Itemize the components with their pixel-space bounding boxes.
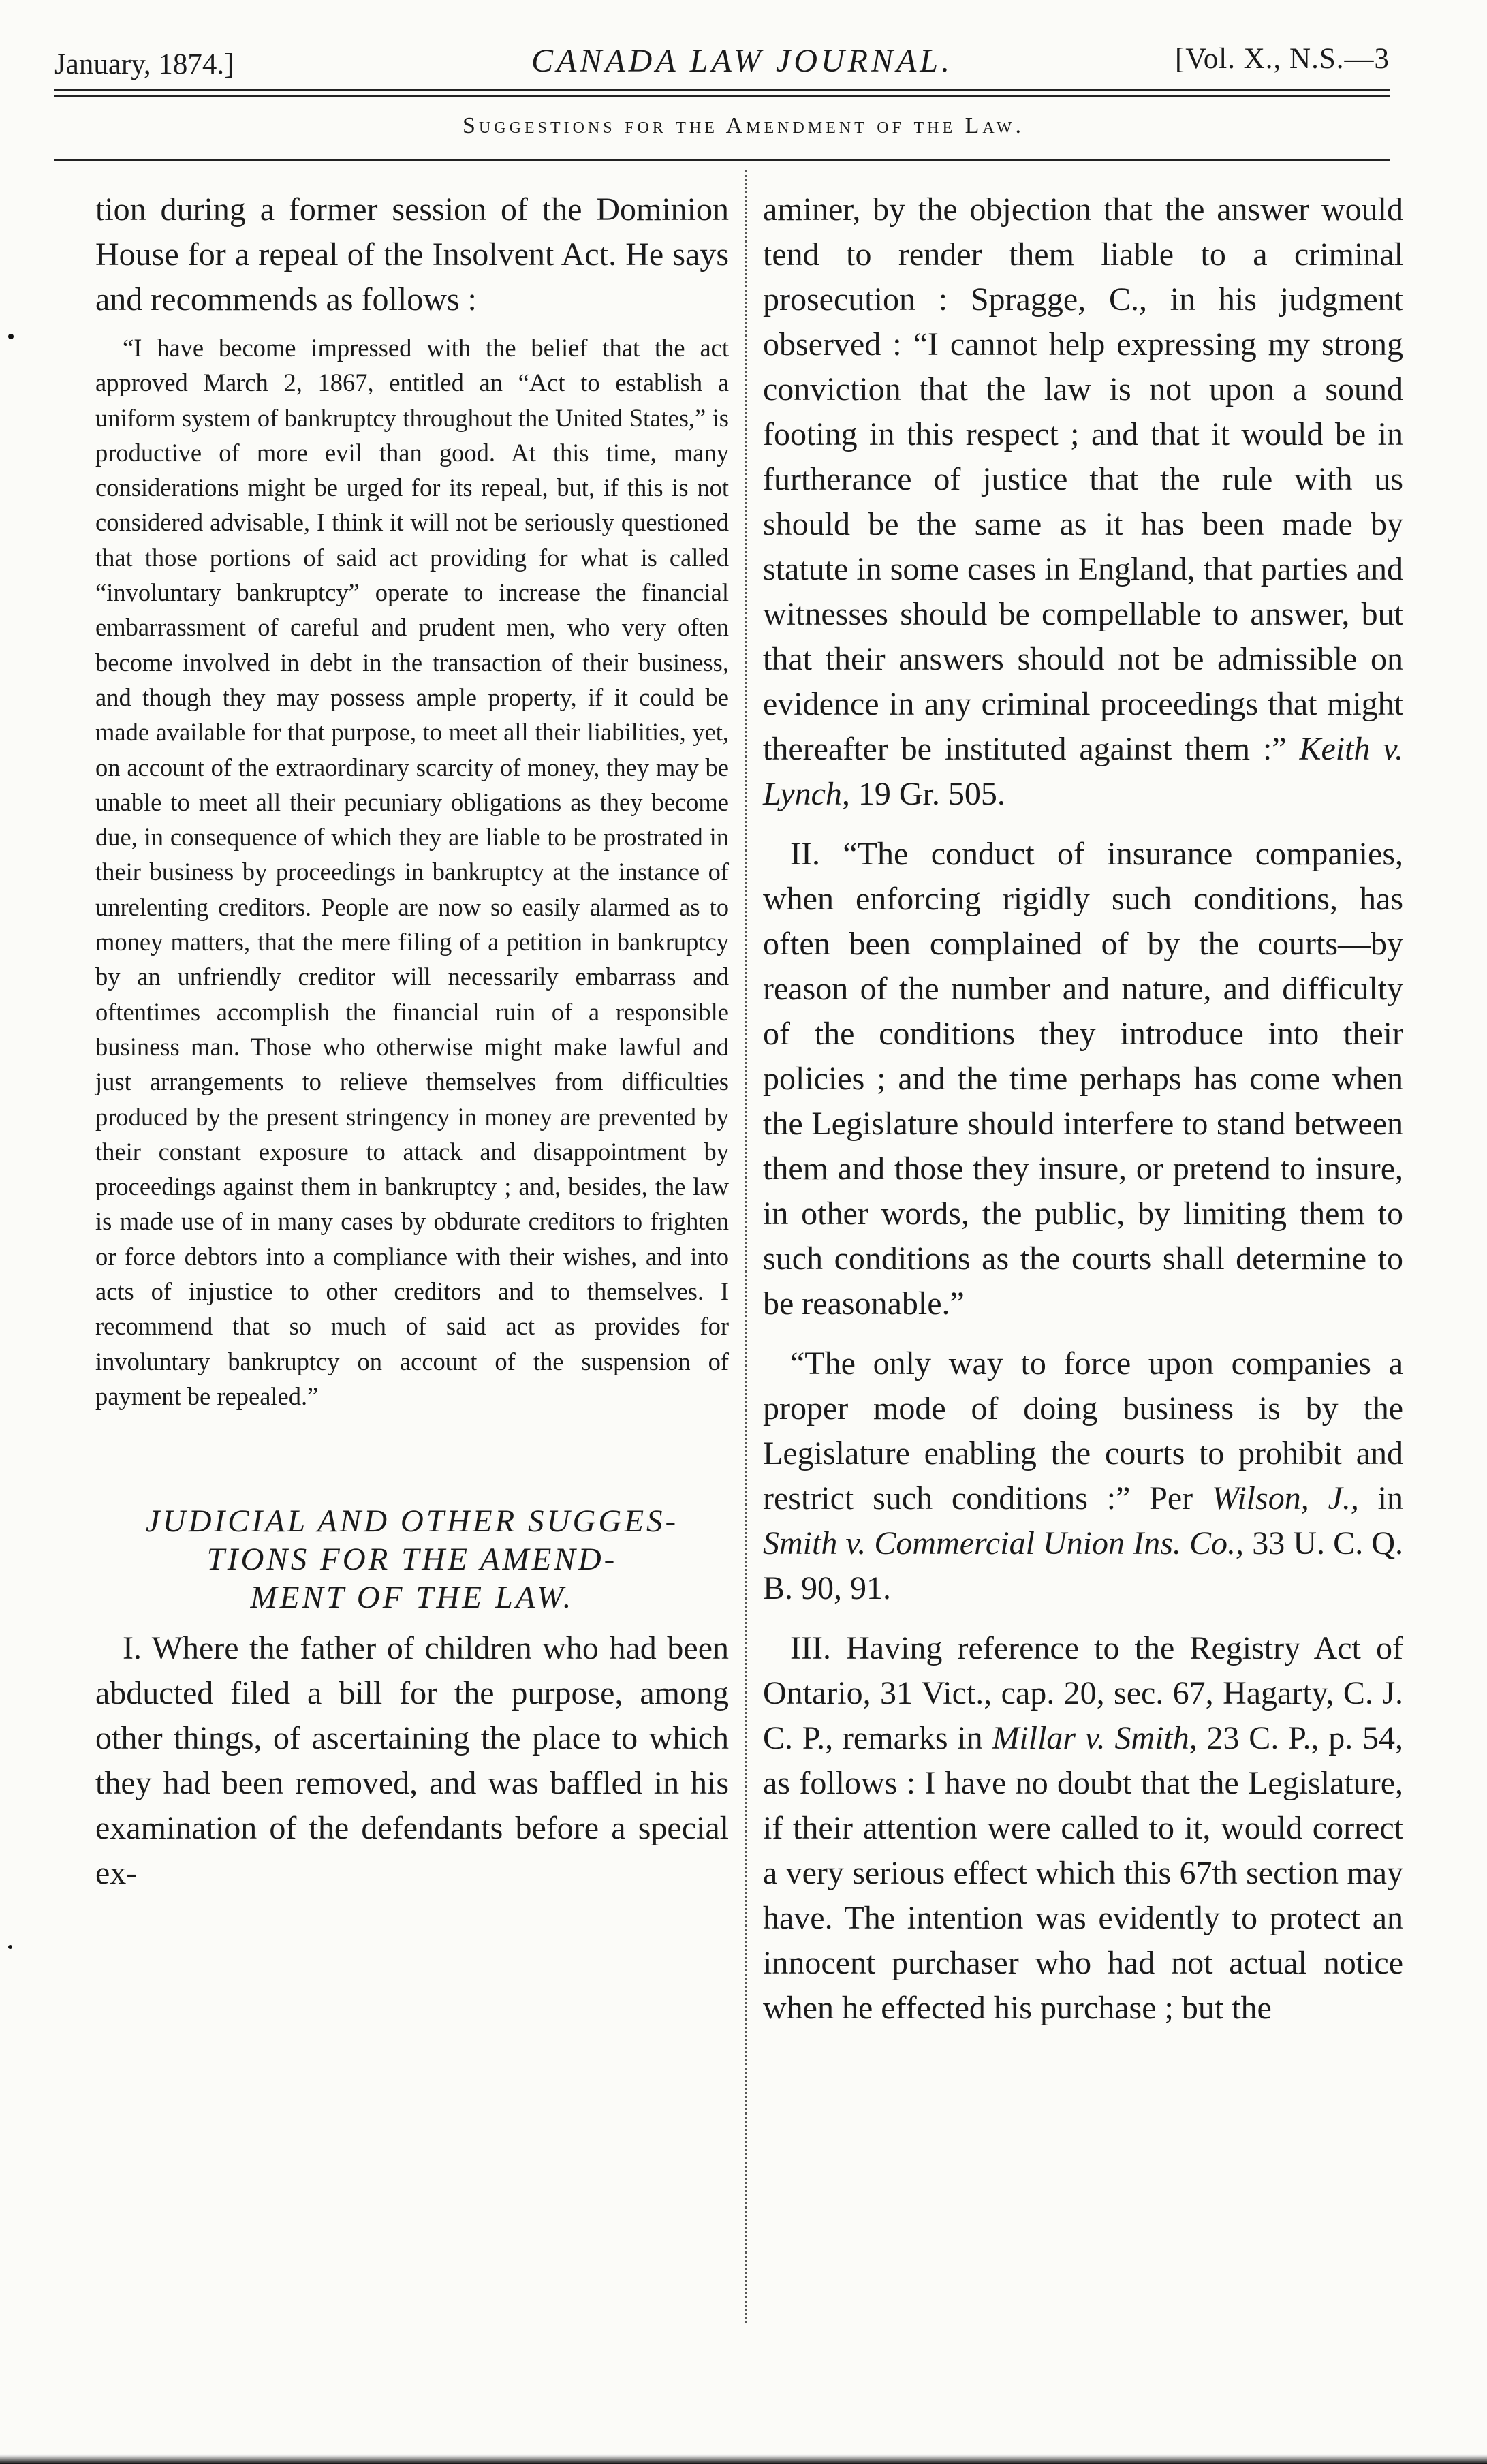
citation-smith: 33 U. C. Q. B. 90, 91. [763, 1525, 1404, 1606]
case-name-millar-v-smith: Millar v. Smith, [992, 1720, 1198, 1756]
paragraph-I: I. Where the father of children who had been abducted filed a bill for the purpose, among other things, of ascertaining the place to which they had been removed, and was baffled in his examination of the defendants before a special ex- [95, 1630, 729, 1892]
page-header [54, 40, 1390, 87]
paragraph-III [763, 1626, 1403, 2031]
section-heading-line-3: MENT OF THE LAW. [250, 1580, 574, 1616]
right-column [763, 187, 1403, 2031]
left-column [95, 187, 729, 1896]
margin-speck-lower [8, 1945, 12, 1949]
case-name-smith: Smith v. Commercial Union Ins. Co., [763, 1525, 1245, 1561]
paragraph-III-continued: 23 C. P., p. 54, as follows : I have no doubt that the Legislature, if their attention were called to it, would correct a very serious effect which this 67th section may have. The intention was evidently to protect an innocent purchaser who had not actual notice when he effected his purchase ; but the [763, 1720, 1404, 2026]
paragraph-I-continued [763, 187, 1403, 817]
bankruptcy-quote: “I have become impressed with the belief that the act approved March 2, 1867, entitled an “Act to establish a uniform system of bankruptcy throughout the United States,” is productive of more evil than good. At this time, many considerations might be urged for its repeal, but, if this is not considered advisable, I think it will not be seriously questioned that those portions of said act providing for what is called “involuntary bankruptcy” operate to increase the financial embarrassment of careful and prudent men, who very often become involved in debt in the transaction of their business, and though they may possess ample property, if it could be made available for that purpose, to meet all their liabilities, yet, on account of the extraordinary scarcity of money, they may be unable to meet all their pecuniary obligations as they become due, in consequence of which they are liable to be prostrated in their business by proceedings in bankruptcy at the instance of unrelenting creditors. People are now so easily alarmed as to money matters, that the mere filing of a petition in bankruptcy by an unfriendly creditor will necessarily embarrass and oftentimes accomplish the financial ruin of a responsible business man. Those who otherwise might make lawful and just arrangements to relieve themselves from difficulties produced by the present stringency in money are prevented by their constant exposure to attack and disappointment by proceedings against them in bankruptcy ; and, besides, the law is made use of in many cases by obdurate creditors to frighten or force debtors into a compliance with their wishes, and into acts of injustice to other creditors and to themselves. I recommend that so much of said act as provides for involuntary bankruptcy on account of the suspension of payment be repealed.” [95, 334, 729, 1410]
column-divider [745, 170, 747, 2323]
header-rule-thin [54, 95, 1390, 97]
section-heading-line-1: JUDICIAL AND OTHER SUGGES- [145, 1503, 679, 1540]
citation-keith: 19 Gr. 505. [858, 776, 1005, 812]
paragraph-II-continued [763, 1341, 1403, 1611]
section-heading [95, 1502, 729, 1617]
running-title-rule [54, 159, 1390, 161]
paragraph-III-body: III. Having reference to the Registry Act of Ontario, 31 Vict., cap. 20, sec. 67, Hagarty, C. J. C. P., remarks in [763, 1630, 1403, 1756]
paragraph-I-body: aminer, by the objection that the answer would tend to render them liable to a criminal prosecution : Spragge, C., in his judgment observed : “I cannot help expressing my strong conviction that the law is not upon a sound footing in this respect ; and that it would be in furtherance of justice that the rule with us should be the same as it has been made by statute in some cases in England, that parties and witnesses should be compellable to answer, but that their answers should not be admissible on evidence in any criminal proceedings that might thereafter be instituted against them :” [763, 191, 1403, 767]
case-name-keith-v-lynch: Keith v. Lynch, [763, 731, 1404, 812]
section-heading-line-2: TIONS FOR THE AMEND- [206, 1542, 618, 1578]
paragraph-II-body: “The only way to force upon companies a proper mode of doing business is by the Legislature enabling the courts to prohibit and restrict such conditions :” Per [763, 1345, 1403, 1516]
paragraph-II: II. “The conduct of insurance companies, when enforcing rigidly such conditions, has often been complained of by the courts—by reason of the number and nature, and difficulty of the conditions they introduce into their policies ; and the time perhaps has come when the Legislature should interfere to stand between them and those they insure, or pretend to insure, in other words, the public, by limiting them to such conditions as the courts shall determine to be reasonable.” [763, 836, 1403, 1322]
word-in: in [1377, 1480, 1403, 1516]
page-bottom-edge [0, 2454, 1487, 2464]
header-date: January, 1874.] [54, 48, 234, 80]
intro-paragraph: tion during a former session of the Dominion House for a repeal of the Insolvent Act. He says and recommends as follows : [95, 191, 729, 317]
margin-speck [8, 334, 14, 339]
journal-title: CANADA LAW JOURNAL. [531, 43, 953, 79]
volume-page-number: [Vol. X., N.S.—3 [1174, 43, 1390, 75]
header-rule-thick [54, 89, 1390, 91]
running-title: Suggestions for the Amendment of the Law. [463, 113, 1024, 138]
judge-name: Wilson, J., [1212, 1480, 1359, 1516]
